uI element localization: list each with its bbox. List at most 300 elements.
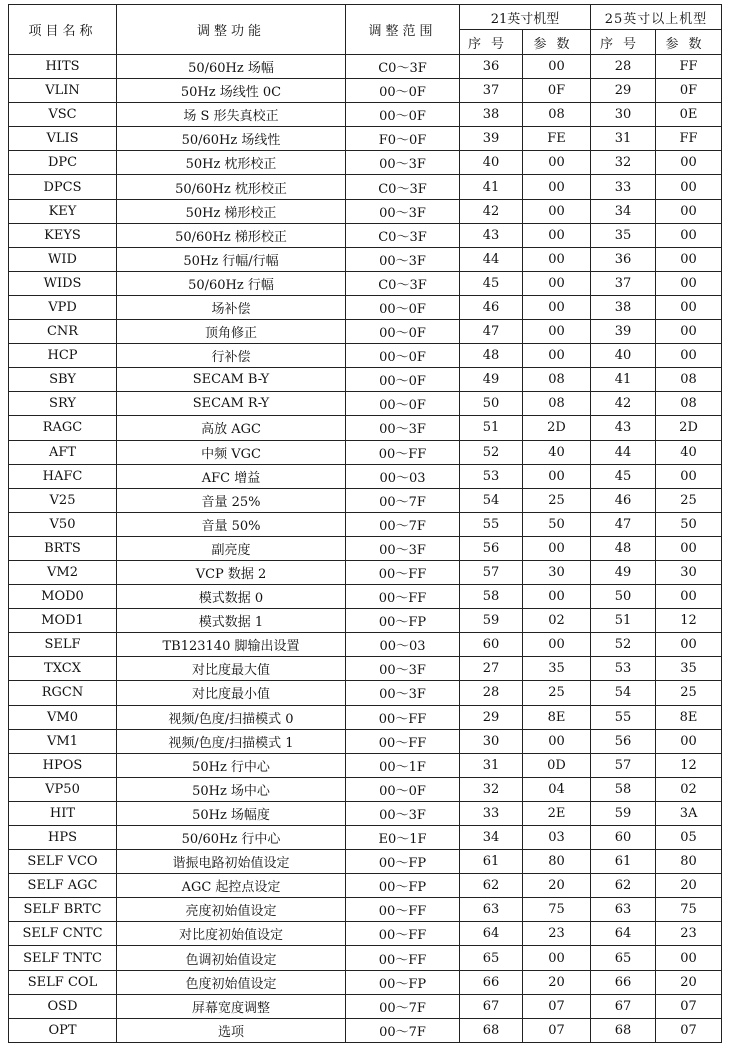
cell-param-25: 07 [656, 994, 722, 1018]
cell-seq-25: 46 [591, 488, 656, 512]
cell-param-21: 2D [523, 416, 591, 440]
cell-param-21: 0F [523, 79, 591, 103]
cell-function: 50/60Hz 场幅 [117, 55, 346, 79]
table-row [9, 223, 722, 247]
cell-seq-21: 61 [460, 850, 523, 874]
cell-item-name: VSC [9, 103, 117, 127]
cell-seq-21: 39 [460, 127, 523, 151]
cell-seq-21: 50 [460, 392, 523, 416]
cell-seq-25: 53 [591, 657, 656, 681]
header-seq-21: 序号 [460, 30, 523, 55]
cell-item-name: RAGC [9, 416, 117, 440]
table-row [9, 127, 722, 151]
cell-range: 00～FF [346, 440, 460, 464]
cell-param-21: 23 [523, 922, 591, 946]
cell-range: 00～7F [346, 512, 460, 536]
cell-item-name: OPT [9, 1018, 117, 1042]
cell-param-21: 00 [523, 464, 591, 488]
cell-param-21: 20 [523, 970, 591, 994]
table-row [9, 320, 722, 344]
cell-seq-21: 27 [460, 657, 523, 681]
cell-range: 00～3F [346, 657, 460, 681]
cell-seq-25: 55 [591, 705, 656, 729]
cell-param-25: 05 [656, 826, 722, 850]
cell-item-name: VP50 [9, 777, 117, 801]
cell-item-name: WIDS [9, 271, 117, 295]
cell-seq-25: 33 [591, 175, 656, 199]
cell-seq-25: 29 [591, 79, 656, 103]
cell-param-21: 00 [523, 175, 591, 199]
cell-seq-25: 38 [591, 295, 656, 319]
cell-seq-25: 39 [591, 320, 656, 344]
cell-function: 行补偿 [117, 344, 346, 368]
cell-item-name: HIT [9, 801, 117, 825]
header-item-name: 项目名称 [9, 5, 117, 55]
cell-param-21: 04 [523, 777, 591, 801]
cell-param-25: 80 [656, 850, 722, 874]
cell-item-name: WID [9, 247, 117, 271]
header-param-25: 参数 [656, 30, 722, 55]
cell-function: 屏幕宽度调整 [117, 994, 346, 1018]
cell-seq-21: 42 [460, 199, 523, 223]
cell-param-21: 0D [523, 753, 591, 777]
cell-seq-21: 53 [460, 464, 523, 488]
cell-seq-21: 31 [460, 753, 523, 777]
cell-function: 亮度初始值设定 [117, 898, 346, 922]
table-row [9, 55, 722, 79]
cell-param-25: 00 [656, 344, 722, 368]
header-group-25-inch: 25英寸以上机型 [591, 5, 722, 30]
table-row [9, 368, 722, 392]
cell-item-name: OSD [9, 994, 117, 1018]
cell-range: 00～0F [346, 103, 460, 127]
cell-seq-21: 43 [460, 223, 523, 247]
cell-seq-21: 37 [460, 79, 523, 103]
cell-function: 对比度最小值 [117, 681, 346, 705]
table-row [9, 512, 722, 536]
cell-seq-21: 41 [460, 175, 523, 199]
cell-item-name: VM1 [9, 729, 117, 753]
cell-item-name: SELF VCO [9, 850, 117, 874]
cell-seq-21: 45 [460, 271, 523, 295]
cell-seq-25: 31 [591, 127, 656, 151]
cell-param-21: 02 [523, 609, 591, 633]
cell-range: E0～1F [346, 826, 460, 850]
cell-item-name: DPCS [9, 175, 117, 199]
cell-seq-25: 66 [591, 970, 656, 994]
cell-range: 00～0F [346, 777, 460, 801]
cell-param-25: 00 [656, 320, 722, 344]
cell-seq-25: 37 [591, 271, 656, 295]
cell-range: 00～03 [346, 464, 460, 488]
cell-seq-21: 59 [460, 609, 523, 633]
cell-seq-21: 64 [460, 922, 523, 946]
cell-item-name: VLIN [9, 79, 117, 103]
cell-seq-21: 46 [460, 295, 523, 319]
cell-param-21: 07 [523, 1018, 591, 1042]
table-row [9, 199, 722, 223]
table-row [9, 1018, 722, 1042]
cell-function: 50Hz 梯形校正 [117, 199, 346, 223]
cell-param-21: 00 [523, 320, 591, 344]
cell-seq-25: 49 [591, 560, 656, 584]
cell-param-21: 00 [523, 344, 591, 368]
cell-range: 00～3F [346, 247, 460, 271]
cell-function: AFC 增益 [117, 464, 346, 488]
table-body [9, 55, 722, 1043]
cell-range: 00～FF [346, 560, 460, 584]
cell-seq-25: 59 [591, 801, 656, 825]
cell-seq-21: 30 [460, 729, 523, 753]
cell-item-name: SELF AGC [9, 874, 117, 898]
header-function: 调整功能 [117, 5, 346, 55]
cell-param-25: 00 [656, 585, 722, 609]
cell-item-name: VPD [9, 295, 117, 319]
cell-param-25: 00 [656, 223, 722, 247]
table-row [9, 344, 722, 368]
header-group-21-inch: 21英寸机型 [460, 5, 591, 30]
cell-param-21: 30 [523, 560, 591, 584]
cell-seq-21: 33 [460, 801, 523, 825]
cell-function: 50Hz 枕形校正 [117, 151, 346, 175]
cell-item-name: MOD0 [9, 585, 117, 609]
cell-param-25: 20 [656, 970, 722, 994]
cell-function: 场补偿 [117, 295, 346, 319]
cell-seq-25: 41 [591, 368, 656, 392]
cell-item-name: KEYS [9, 223, 117, 247]
cell-item-name: SRY [9, 392, 117, 416]
cell-param-21: 20 [523, 874, 591, 898]
cell-param-25: 00 [656, 633, 722, 657]
cell-function: 视频/色度/扫描模式 1 [117, 729, 346, 753]
cell-param-21: 25 [523, 488, 591, 512]
cell-seq-21: 47 [460, 320, 523, 344]
cell-param-21: 08 [523, 392, 591, 416]
cell-param-25: 08 [656, 392, 722, 416]
cell-function: 音量 25% [117, 488, 346, 512]
cell-item-name: RGCN [9, 681, 117, 705]
cell-param-21: 08 [523, 103, 591, 127]
cell-param-25: 0E [656, 103, 722, 127]
cell-range: 00～FF [346, 705, 460, 729]
cell-param-21: FE [523, 127, 591, 151]
cell-function: TB123140 脚输出设置 [117, 633, 346, 657]
cell-param-21: 00 [523, 536, 591, 560]
table-row [9, 440, 722, 464]
cell-function: 模式数据 1 [117, 609, 346, 633]
table-row [9, 488, 722, 512]
cell-param-25: 00 [656, 271, 722, 295]
cell-seq-25: 36 [591, 247, 656, 271]
cell-param-21: 00 [523, 633, 591, 657]
cell-range: 00～FP [346, 874, 460, 898]
adjustment-parameter-table [8, 4, 722, 1043]
cell-param-25: 12 [656, 609, 722, 633]
cell-seq-25: 44 [591, 440, 656, 464]
cell-param-21: 03 [523, 826, 591, 850]
cell-item-name: TXCX [9, 657, 117, 681]
table-row [9, 633, 722, 657]
table-row [9, 801, 722, 825]
cell-function: 模式数据 0 [117, 585, 346, 609]
cell-function: 50/60Hz 行中心 [117, 826, 346, 850]
cell-seq-21: 44 [460, 247, 523, 271]
cell-seq-21: 28 [460, 681, 523, 705]
table-row [9, 247, 722, 271]
table-row [9, 681, 722, 705]
cell-function: 50Hz 行中心 [117, 753, 346, 777]
cell-range: 00～03 [346, 633, 460, 657]
cell-range: 00～FF [346, 898, 460, 922]
cell-seq-25: 61 [591, 850, 656, 874]
cell-seq-21: 40 [460, 151, 523, 175]
table-row [9, 609, 722, 633]
cell-seq-21: 56 [460, 536, 523, 560]
cell-param-21: 25 [523, 681, 591, 705]
cell-param-21: 40 [523, 440, 591, 464]
cell-param-25: 00 [656, 729, 722, 753]
cell-seq-25: 32 [591, 151, 656, 175]
table-row [9, 994, 722, 1018]
table-row [9, 175, 722, 199]
cell-seq-25: 28 [591, 55, 656, 79]
table-row [9, 850, 722, 874]
cell-seq-25: 42 [591, 392, 656, 416]
table-row [9, 151, 722, 175]
cell-seq-25: 65 [591, 946, 656, 970]
cell-function: 副亮度 [117, 536, 346, 560]
cell-seq-21: 66 [460, 970, 523, 994]
cell-function: 顶角修正 [117, 320, 346, 344]
cell-seq-21: 49 [460, 368, 523, 392]
cell-range: C0～3F [346, 223, 460, 247]
cell-function: 50/60Hz 梯形校正 [117, 223, 346, 247]
cell-seq-25: 50 [591, 585, 656, 609]
cell-item-name: KEY [9, 199, 117, 223]
cell-seq-21: 29 [460, 705, 523, 729]
table-row [9, 271, 722, 295]
table-row [9, 464, 722, 488]
table-row [9, 392, 722, 416]
cell-range: 00～0F [346, 295, 460, 319]
cell-item-name: HAFC [9, 464, 117, 488]
cell-function: 谐振电路初始值设定 [117, 850, 346, 874]
cell-item-name: SELF COL [9, 970, 117, 994]
cell-range: 00～3F [346, 801, 460, 825]
cell-function: 对比度初始值设定 [117, 922, 346, 946]
cell-range: 00～7F [346, 1018, 460, 1042]
table-row [9, 874, 722, 898]
cell-seq-21: 36 [460, 55, 523, 79]
cell-item-name: SELF TNTC [9, 946, 117, 970]
cell-range: F0～0F [346, 127, 460, 151]
cell-function: 视频/色度/扫描模式 0 [117, 705, 346, 729]
cell-range: C0～3F [346, 271, 460, 295]
cell-function: 音量 50% [117, 512, 346, 536]
cell-param-25: 40 [656, 440, 722, 464]
cell-param-25: 00 [656, 199, 722, 223]
cell-function: SECAM B-Y [117, 368, 346, 392]
cell-range: 00～3F [346, 681, 460, 705]
cell-param-25: 23 [656, 922, 722, 946]
cell-function: 场 S 形失真校正 [117, 103, 346, 127]
cell-param-25: 25 [656, 681, 722, 705]
cell-seq-25: 68 [591, 1018, 656, 1042]
cell-range: 00～FP [346, 850, 460, 874]
table-row [9, 826, 722, 850]
cell-seq-25: 52 [591, 633, 656, 657]
table-row [9, 705, 722, 729]
cell-seq-21: 52 [460, 440, 523, 464]
cell-param-25: 3A [656, 801, 722, 825]
cell-seq-21: 48 [460, 344, 523, 368]
cell-function: 高放 AGC [117, 416, 346, 440]
table-row [9, 946, 722, 970]
cell-seq-25: 43 [591, 416, 656, 440]
cell-param-21: 07 [523, 994, 591, 1018]
cell-seq-25: 67 [591, 994, 656, 1018]
table-row [9, 79, 722, 103]
cell-seq-21: 54 [460, 488, 523, 512]
cell-seq-21: 60 [460, 633, 523, 657]
cell-seq-21: 55 [460, 512, 523, 536]
cell-item-name: V25 [9, 488, 117, 512]
cell-function: 色度初始值设定 [117, 970, 346, 994]
cell-seq-25: 58 [591, 777, 656, 801]
cell-function: 50/60Hz 行幅 [117, 271, 346, 295]
cell-param-25: FF [656, 127, 722, 151]
table-row [9, 777, 722, 801]
cell-seq-21: 67 [460, 994, 523, 1018]
cell-param-21: 2E [523, 801, 591, 825]
header-range: 调整范围 [346, 5, 460, 55]
cell-function: 50Hz 场线性 0C [117, 79, 346, 103]
cell-seq-25: 40 [591, 344, 656, 368]
cell-function: 选项 [117, 1018, 346, 1042]
cell-item-name: SBY [9, 368, 117, 392]
cell-param-25: 30 [656, 560, 722, 584]
cell-param-21: 00 [523, 729, 591, 753]
cell-range: 00～FP [346, 970, 460, 994]
cell-item-name: MOD1 [9, 609, 117, 633]
cell-seq-25: 62 [591, 874, 656, 898]
cell-param-25: 20 [656, 874, 722, 898]
cell-seq-21: 63 [460, 898, 523, 922]
cell-function: 50/60Hz 场线性 [117, 127, 346, 151]
cell-function: VCP 数据 2 [117, 560, 346, 584]
cell-range: 00～0F [346, 320, 460, 344]
table-row [9, 585, 722, 609]
cell-item-name: SELF CNTC [9, 922, 117, 946]
cell-item-name: SELF [9, 633, 117, 657]
cell-param-25: 25 [656, 488, 722, 512]
cell-seq-25: 34 [591, 199, 656, 223]
cell-function: AGC 起控点设定 [117, 874, 346, 898]
cell-seq-21: 58 [460, 585, 523, 609]
cell-range: C0～3F [346, 175, 460, 199]
table-row [9, 657, 722, 681]
cell-item-name: VLIS [9, 127, 117, 151]
cell-param-25: 35 [656, 657, 722, 681]
cell-seq-25: 63 [591, 898, 656, 922]
cell-seq-21: 62 [460, 874, 523, 898]
cell-seq-25: 64 [591, 922, 656, 946]
cell-range: C0～3F [346, 55, 460, 79]
cell-function: 对比度最大值 [117, 657, 346, 681]
cell-seq-21: 32 [460, 777, 523, 801]
cell-param-21: 08 [523, 368, 591, 392]
table-row [9, 295, 722, 319]
cell-seq-25: 47 [591, 512, 656, 536]
cell-range: 00～7F [346, 994, 460, 1018]
cell-param-21: 50 [523, 512, 591, 536]
cell-param-25: 12 [656, 753, 722, 777]
header-param-21: 参数 [523, 30, 591, 55]
cell-seq-21: 51 [460, 416, 523, 440]
cell-seq-25: 57 [591, 753, 656, 777]
cell-function: 色调初始值设定 [117, 946, 346, 970]
table-row [9, 898, 722, 922]
cell-item-name: VM2 [9, 560, 117, 584]
cell-function: 中频 VGC [117, 440, 346, 464]
cell-seq-25: 54 [591, 681, 656, 705]
cell-seq-25: 56 [591, 729, 656, 753]
cell-range: 00～0F [346, 344, 460, 368]
cell-param-21: 00 [523, 223, 591, 247]
cell-param-21: 8E [523, 705, 591, 729]
table-row [9, 560, 722, 584]
cell-item-name: HCP [9, 344, 117, 368]
cell-param-25: 2D [656, 416, 722, 440]
cell-item-name: BRTS [9, 536, 117, 560]
table-row [9, 536, 722, 560]
cell-item-name: HITS [9, 55, 117, 79]
cell-param-21: 75 [523, 898, 591, 922]
cell-param-25: 02 [656, 777, 722, 801]
cell-seq-25: 45 [591, 464, 656, 488]
cell-seq-25: 35 [591, 223, 656, 247]
cell-seq-21: 34 [460, 826, 523, 850]
cell-function: 50Hz 场中心 [117, 777, 346, 801]
cell-param-21: 00 [523, 55, 591, 79]
cell-param-21: 00 [523, 946, 591, 970]
cell-param-21: 00 [523, 247, 591, 271]
cell-range: 00～FF [346, 946, 460, 970]
cell-item-name: SELF BRTC [9, 898, 117, 922]
cell-range: 00～3F [346, 536, 460, 560]
cell-param-21: 00 [523, 295, 591, 319]
cell-param-25: 00 [656, 151, 722, 175]
cell-item-name: HPOS [9, 753, 117, 777]
cell-param-21: 00 [523, 151, 591, 175]
cell-seq-25: 48 [591, 536, 656, 560]
cell-function: 50Hz 行幅/行幅 [117, 247, 346, 271]
cell-param-25: 8E [656, 705, 722, 729]
cell-seq-21: 65 [460, 946, 523, 970]
cell-param-25: 08 [656, 368, 722, 392]
cell-range: 00～1F [346, 753, 460, 777]
cell-param-21: 35 [523, 657, 591, 681]
cell-function: 50Hz 场幅度 [117, 801, 346, 825]
cell-range: 00～FP [346, 609, 460, 633]
header-seq-25: 序号 [591, 30, 656, 55]
table-row [9, 729, 722, 753]
cell-param-21: 00 [523, 199, 591, 223]
table-row [9, 922, 722, 946]
cell-range: 00～3F [346, 199, 460, 223]
cell-param-25: 07 [656, 1018, 722, 1042]
cell-range: 00～3F [346, 416, 460, 440]
